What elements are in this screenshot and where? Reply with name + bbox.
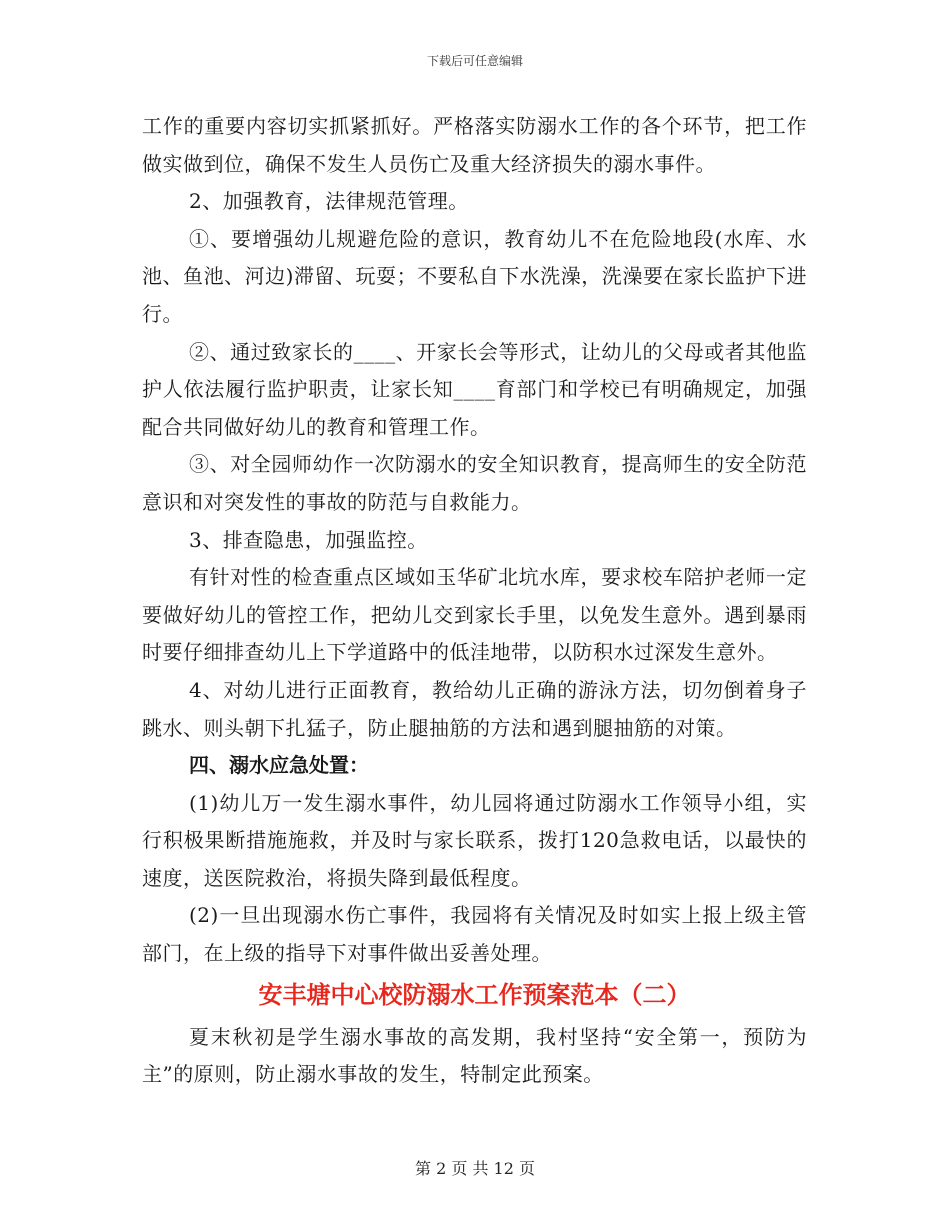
paragraph-continuation: 工作的重要内容切实抓紧抓好。严格落实防溺水工作的各个环节，把工作做实做到位，确保不发生人员伤亡及重大经济损失的溺水事件。	[142, 114, 807, 176]
list-heading-4: 4、对幼儿进行正面教育，教给幼儿正确的游泳方法，切勿倒着身子跳水、则头朝下扎猛子，防止腿抽筋的方法和遇到腿抽筋的对策。	[142, 677, 807, 740]
emergency-item-2: (2)一旦出现溺水伤亡事件，我园将有关情况及时如实上报上级主管部门，在上级的指导下对事件做出妥善处理。	[142, 903, 807, 966]
list-item-circled-1: ①、要增强幼儿规避危险的意识，教育幼儿不在危险地段(水库、水池、鱼池、河边)滞留、玩耍；不要私自下水洗澡，洗澡要在家长监护下进行。	[142, 226, 807, 326]
emergency-item-1: (1)幼儿万一发生溺水事件，幼儿园将通过防溺水工作领导小组，实行积极果断措施施救，并及时与家长联系，拨打120急救电话，以最快的速度，送医院救治，将损失降到最低程度。	[142, 790, 807, 890]
paragraph-intro-part-2: 夏末秋初是学生溺水事故的高发期，我村坚持“安全第一，预防为主”的原则，防止溺水事故的发生，特制定此预案。	[142, 1024, 807, 1087]
list-item-circled-2: ②、通过致家长的____、开家长会等形式，让幼儿的父母或者其他监护人依法履行监护职责，让家长知____育部门和学校已有明确规定，加强配合共同做好幼儿的教育和管理工作。	[142, 339, 807, 439]
paragraph-inspection: 有针对性的检查重点区域如玉华矿北坑水库，要求校车陪护老师一定要做好幼儿的管控工作，把幼儿交到家长手里，以免发生意外。遇到暴雨时要仔细排查幼儿上下学道路中的低洼地带，以防积水过深发生意外。	[142, 565, 807, 665]
document-body	[142, 108, 807, 1094]
list-heading-2: 2、加强教育，法律规范管理。	[189, 189, 469, 214]
page-header-note: 下载后可任意编辑	[426, 54, 523, 68]
page-number: 第 2 页 共 12 页	[415, 1159, 535, 1178]
section-heading-emergency: 四、溺水应急处置：	[189, 753, 369, 778]
list-heading-3: 3、排查隐患，加强监控。	[189, 527, 428, 552]
document-title-part-2: 安丰塘中心校防溺水工作预案范本（二）	[258, 979, 691, 1009]
list-item-circled-3: ③、对全园师幼作一次防溺水的安全知识教育，提高师生的安全防范意识和对突发性的事故的防范与自救能力。	[142, 452, 807, 514]
